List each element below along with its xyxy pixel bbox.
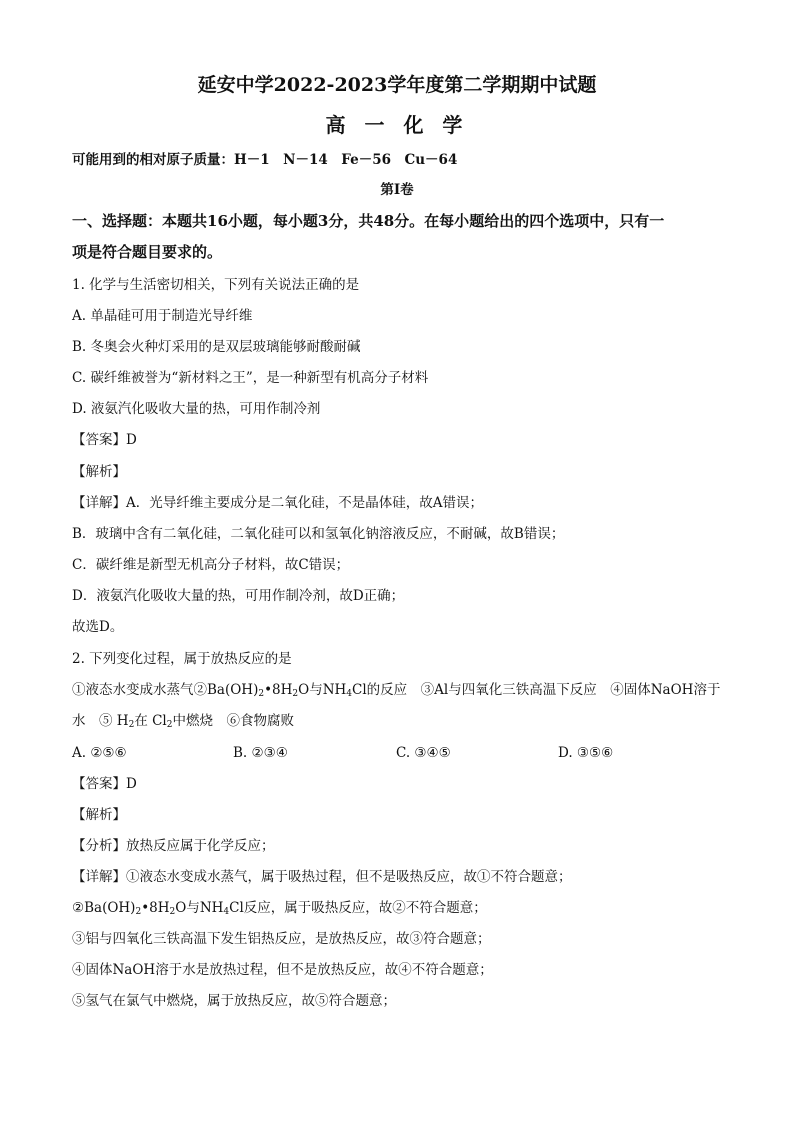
q1-analysis-label: 【解析】	[72, 464, 126, 480]
q1-option-a: A. 单晶硅可用于制造光导纤维	[72, 308, 253, 324]
atomic-mass-note: 可能用到的相对原子质量：H－1 N－14 Fe－56 Cu－64	[72, 152, 458, 168]
q1-detail-a: 【详解】A．光导纤维主要成分是二氧化硅，不是晶体硅，故A错误；	[72, 495, 483, 511]
q1-option-d: D. 液氨汽化吸收大量的热，可用作制冷剂	[72, 401, 321, 417]
q1-answer: 【答案】D	[72, 432, 137, 448]
q2-detail-1: 【详解】①液态水变成水蒸气，属于吸热过程，但不是吸热反应，故①不符合题意；	[72, 869, 572, 885]
volume-heading: 第Ⅰ卷	[380, 182, 414, 198]
section-heading-line1: 一、选择题：本题共16小题，每小题3分，共48分。在每小题给出的四个选项中，只有一	[72, 212, 665, 230]
q2-items-line1: ①液态水变成水蒸气$②Ba(OH)_2•8H_2O$与$NH_4Cl$的反应 ③Al与四氧化三铁高温下反应 ④固体NaOH溶于	[72, 682, 721, 699]
q2-detail-3: ③铝与四氧化三铁高温下发生铝热反应，是放热反应，故③符合题意；	[72, 931, 491, 947]
q2-answer: 【答案】D	[72, 776, 137, 792]
q1-detail-d: D．液氨汽化吸收大量的热，可用作制冷剂，故D正确；	[72, 588, 405, 604]
q2-analysis-label: 【解析】	[72, 807, 126, 823]
q2-option-a: A. ②⑤⑥	[72, 745, 127, 761]
exam-title: 延安中学2022-2023学年度第二学期期中试题	[197, 74, 597, 96]
q2-detail-4: ④固体NaOH溶于水是放热过程，但不是放热反应，故④不符合题意；	[72, 962, 493, 978]
q2-analysis: 【分析】放热反应属于化学反应；	[72, 838, 275, 854]
q2-options	[72, 743, 732, 763]
q2-option-d: D. ③⑤⑥	[558, 745, 614, 761]
q1-conclusion: 故选D。	[72, 619, 124, 635]
q1-option-b: B. 冬奥会火种灯采用的是双层玻璃能够耐酸耐碱	[72, 339, 361, 355]
q1-detail-c: C．碳纤维是新型无机高分子材料，故C错误；	[72, 557, 350, 573]
q1-option-c: C. 碳纤维被誉为“新材料之王”，是一种新型有机高分子材料	[72, 370, 429, 386]
q2-option-c: C. ③④⑤	[396, 745, 451, 761]
q2-stem: 2. 下列变化过程，属于放热反应的是	[72, 651, 292, 667]
q1-stem: 1. 化学与生活密切相关，下列有关说法正确的是	[72, 277, 360, 293]
subject-title: 高 一 化 学	[325, 113, 469, 137]
q2-option-b: B. ②③④	[233, 745, 288, 761]
q2-detail-5: ⑤氢气在氯气中燃烧，属于放热反应，故⑤符合题意；	[72, 993, 396, 1009]
section-heading-line2: 项是符合题目要求的。	[72, 243, 223, 261]
q2-items-line2: 水 ⑤ $H_2$在 $Cl_2$中燃烧 ⑥食物腐败	[72, 713, 294, 730]
q1-detail-b: B．玻璃中含有二氧化硅，二氧化硅可以和氢氧化钠溶液反应，不耐碱，故B错误；	[72, 526, 565, 542]
q2-detail-2: $②Ba(OH)_2•8H_2O$与$NH_4Cl$反应，属于吸热反应，故②不符合题意；	[72, 900, 487, 917]
